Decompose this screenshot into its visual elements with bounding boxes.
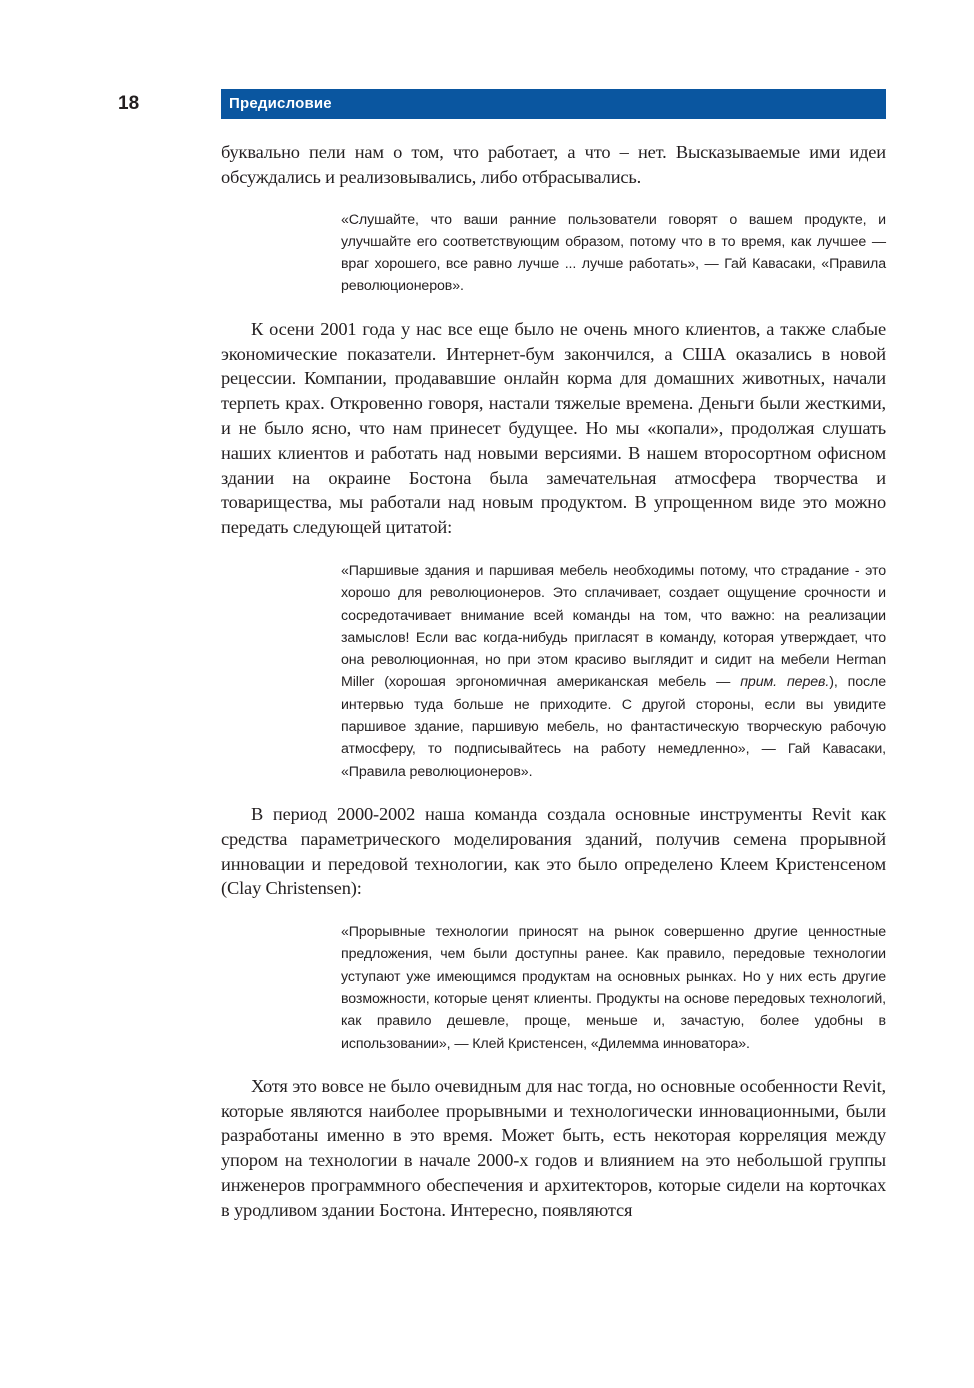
page-body bbox=[221, 140, 886, 1223]
body-paragraph: буквально пели нам о том, что работает, а что – нет. Высказываемые ими идеи обсуждались и реализовывались, либо отбрасывались. bbox=[221, 142, 886, 187]
blockquote: «Прорывные технологии приносят на рынок совершенно другие ценностные предложения, чем были доступны ранее. Как правило, передовые технологии уступают уже имеющимся продуктам на основных рынках. Но у них есть другие возможности, которые ценят клиенты. Продукты на основе передовых технологий, как правило дешевле, проще, меньше и, зачастую, более удобны в использовании», — Клей Кристенсен, «Дилемма инноватора». bbox=[341, 924, 886, 1052]
translator-note: прим. перев. bbox=[740, 674, 830, 691]
body-paragraph: В период 2000-2002 наша команда создала основные инструменты Revit как средства параметрического моделирования зданий, получив семена прорывной инновации и передовой технологии, как это было определено Клеем Кристенсеном (Clay Christensen): bbox=[221, 803, 886, 899]
section-title: Предисловие bbox=[229, 95, 332, 112]
section-header-bar bbox=[221, 89, 886, 119]
page-number: 18 bbox=[118, 93, 140, 114]
quote-text: ), после интервью туда больше не приходите. С другой стороны, если вы увидите паршивое здание, паршивую мебель, но фантастическую творческую рабочую атмосферу, то подписывайтесь на работу немедленно», — Гай Кавасаки, «Правила революционеров». bbox=[341, 674, 886, 780]
blockquote: «Слушайте, что ваши ранние пользователи говорят о вашем продукте, и улучшайте его соответствующим образом, потому что в то время, как лучшее — враг хорошего, все равно лучше ... лучше работать», — Гай Кавасаки, «Правила революционеров». bbox=[341, 211, 886, 295]
body-paragraph: К осени 2001 года у нас все еще было не очень много клиентов, а также слабые экономические показатели. Интернет-бум закончился, а США оказались в новой рецессии. Компании, продававшие онлайн корма для домашних животных, начали терпеть крах. Откровенно говоря, настали тяжелые времена. Деньги были жесткими, и не было ясно, что нам принесет будущее. Но мы «копали», продолжая слушать наших клиентов и работать над новыми версиями. В нашем второсортном офисном здании на окраине Бостона была замечательная атмосфера творчества и товарищества, мы работали над новым продуктом. В упрощенном виде это можно передать следующей цитатой: bbox=[221, 318, 886, 538]
body-paragraph: Хотя это вовсе не было очевидным для нас тогда, но основные особенности Revit, которые являются наиболее прорывными и технологически инновационными, были разработаны именно в это время. Может быть, есть некоторая корреляция между упором на технологии в начале 2000-х годов и влиянием на это небольшой группы инженеров программного обеспечения и архитекторов, которые сидели на корточках в уродливом здании Бостона. Интересно, появляются bbox=[221, 1075, 886, 1220]
quote-text: «Паршивые здания и паршивая мебель необходимы потому, что страдание - это хорошо для революционеров. Это сплачивает, создает ощущение срочности и сосредотачивает внимание всей команды на том, что важно: на реализации замыслов! Если вас когда-нибудь пригласят в команду, которая утверждает, что она революционная, но при этом красиво выглядит и сидит на мебели Herman Miller (хорошая эргономичная американская мебель — bbox=[341, 562, 886, 691]
blockquote bbox=[341, 560, 886, 783]
